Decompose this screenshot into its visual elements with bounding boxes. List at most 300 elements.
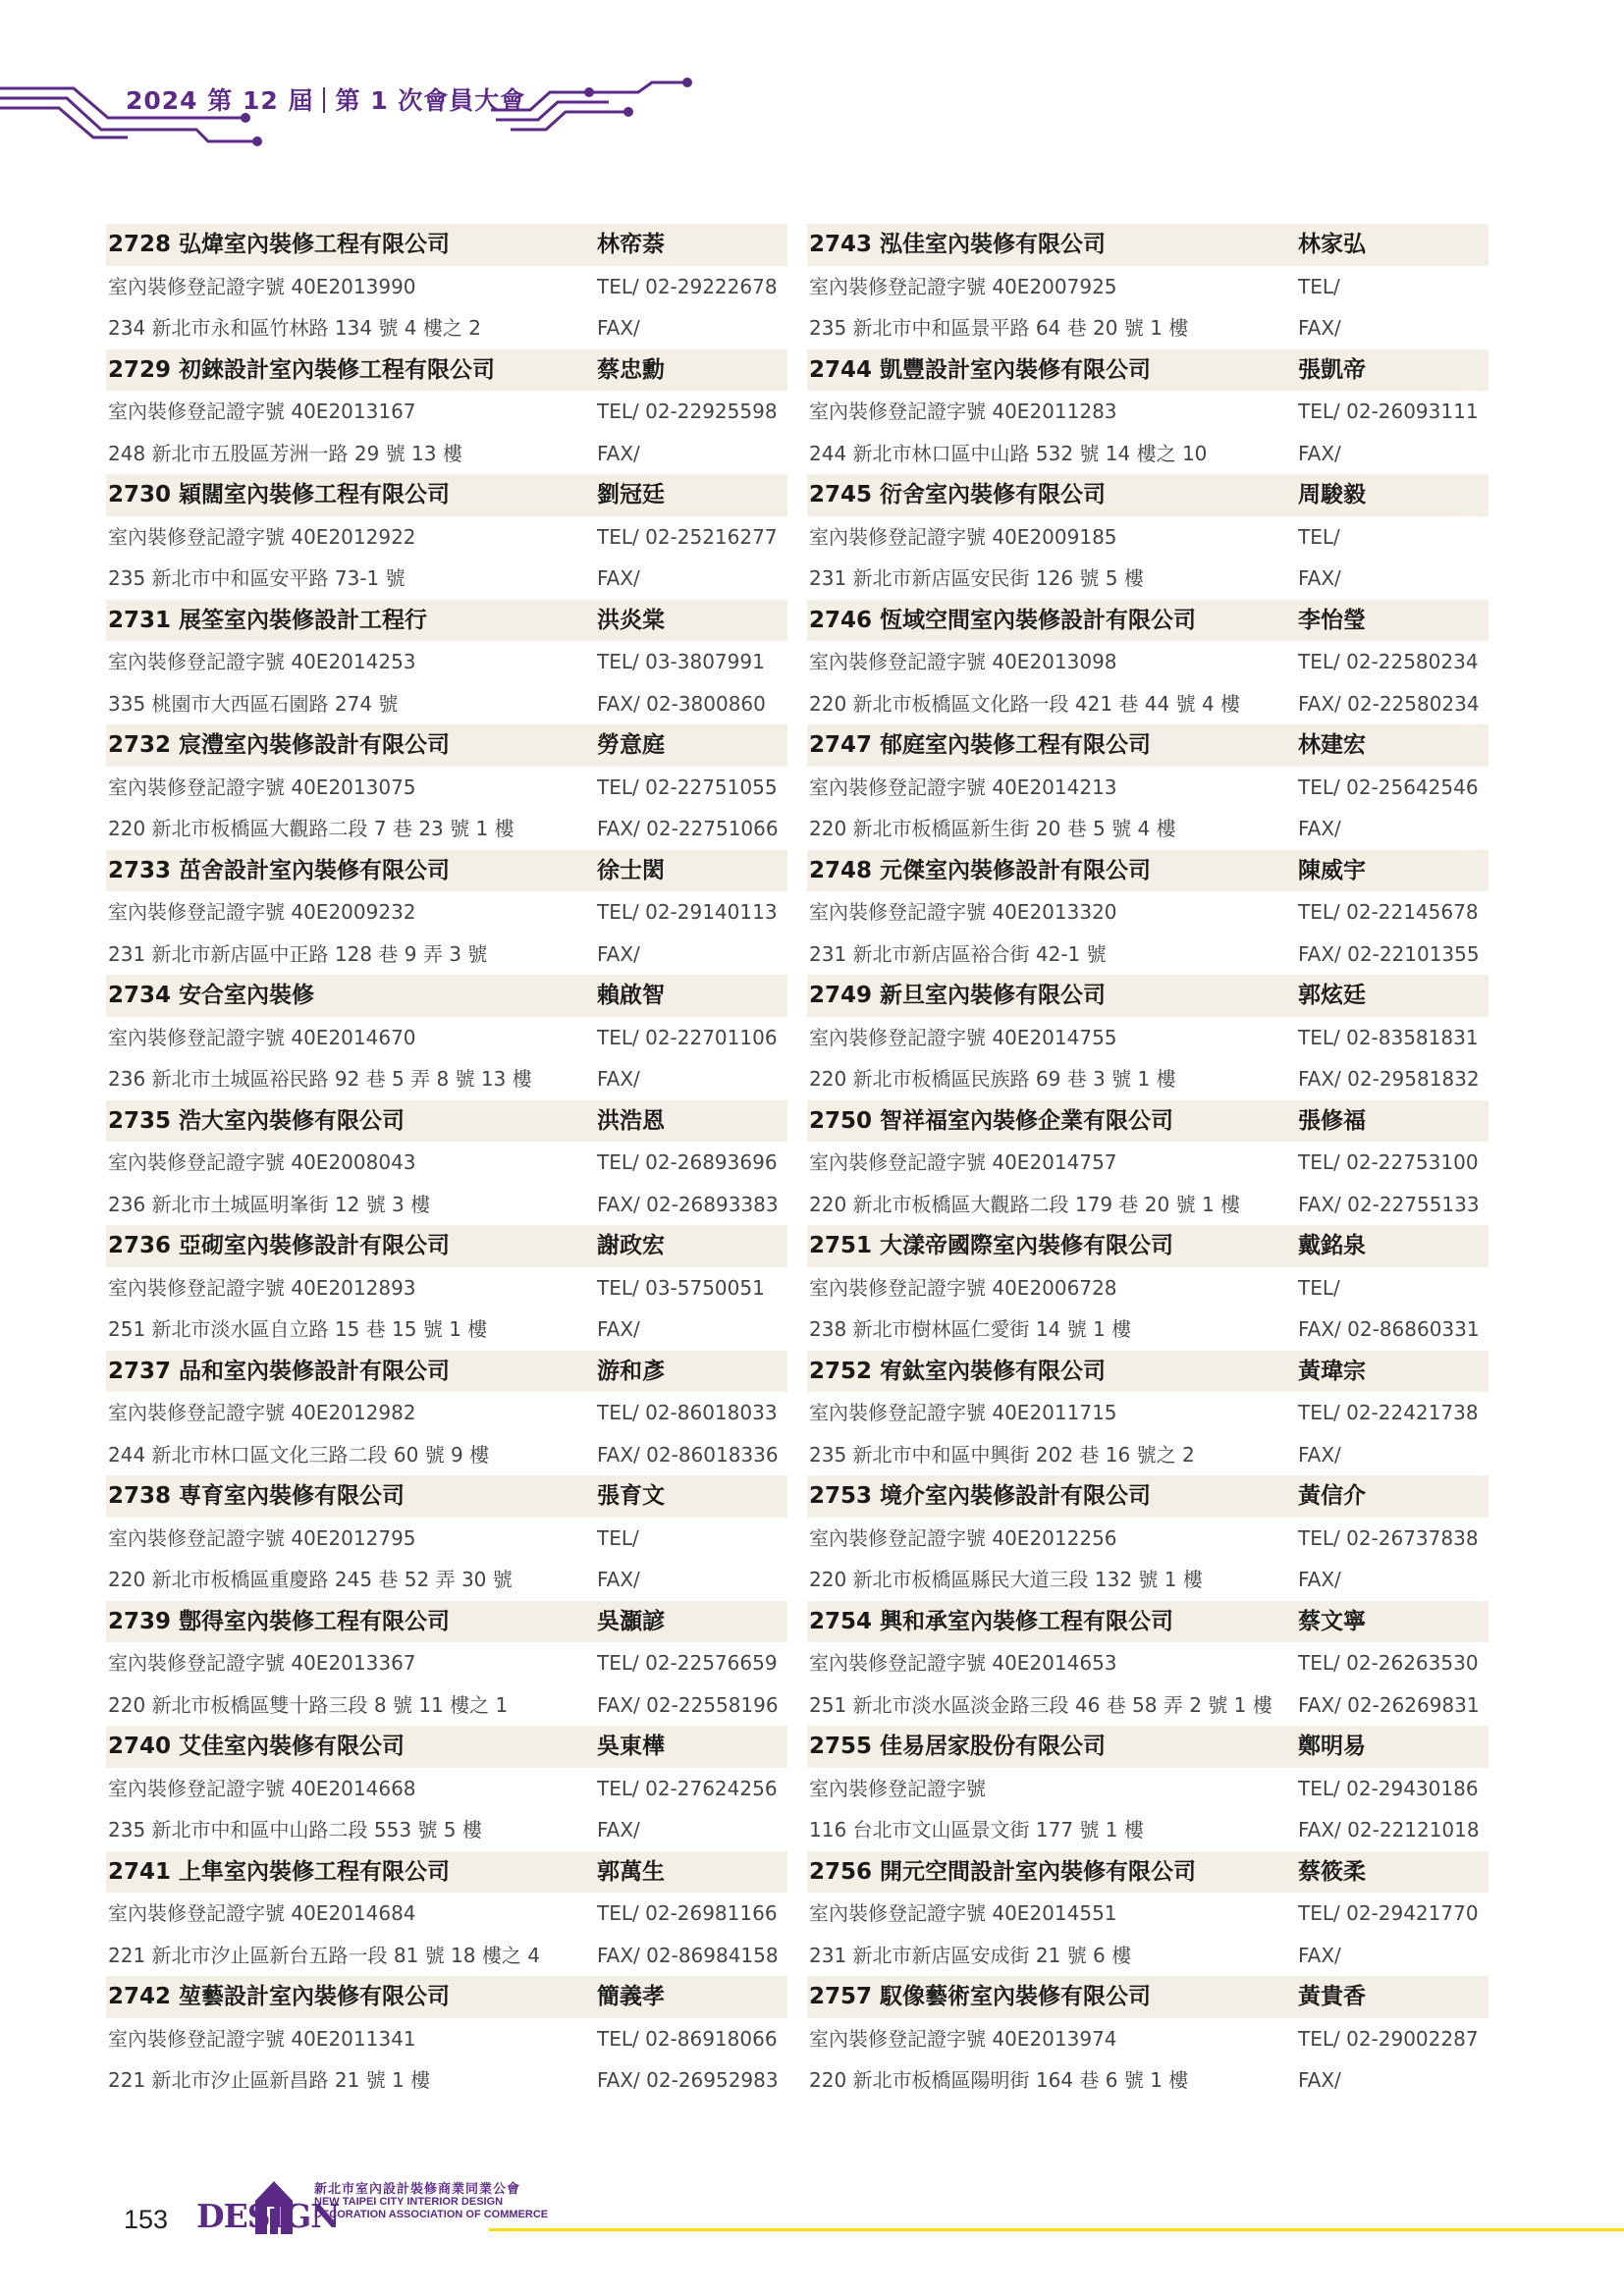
fax: FAX/ 02-22101355	[1298, 941, 1480, 966]
company-name: 2745 衍舍室內裝修有限公司	[809, 482, 1107, 507]
telephone: TEL/ 02-86018033	[597, 1401, 778, 1424]
fax: FAX/	[597, 566, 640, 590]
member-name-row	[807, 1225, 1489, 1267]
company-name: 2742 堃藝設計室內裝修有限公司	[108, 1984, 451, 2009]
member-registration-row	[106, 1267, 787, 1309]
address: 220 新北市板橋區縣民大道三段 132 號 1 樓	[809, 1568, 1203, 1591]
member-entry	[807, 224, 1489, 349]
company-name: 2756 開元空間設計室內裝修有限公司	[809, 1858, 1197, 1885]
representative-name: 張育文	[597, 1483, 665, 1509]
representative-name: 勞意庭	[597, 732, 665, 758]
member-registration-row	[807, 1518, 1489, 1560]
member-entry	[807, 724, 1489, 850]
representative-name: 周駿毅	[1298, 482, 1366, 507]
fax: FAX/ 02-26952983	[597, 2068, 779, 2092]
company-name: 2746 恆域空間室內裝修設計有限公司	[809, 607, 1197, 633]
fax: FAX/	[1298, 1442, 1341, 1467]
member-entry	[807, 1475, 1489, 1601]
member-address-row	[106, 433, 787, 475]
company-name: 2754 興和承室內裝修工程有限公司	[809, 1608, 1174, 1634]
telephone: TEL/ 02-29002287	[1298, 2026, 1479, 2051]
member-name-row	[807, 1851, 1489, 1894]
telephone: TEL/ 02-26893696	[597, 1150, 778, 1174]
logo-word: DESIGN	[196, 2197, 340, 2235]
address: 335 桃園市大西區石園路 274 號	[108, 691, 399, 716]
member-address-row	[807, 1684, 1489, 1727]
member-name-row	[106, 850, 787, 892]
telephone: TEL/ 02-22576659	[597, 1651, 778, 1675]
telephone: TEL/ 02-26093111	[1298, 400, 1479, 423]
representative-name: 林家弘	[1298, 232, 1366, 257]
member-name-row	[807, 975, 1489, 1017]
association-logo	[196, 2177, 549, 2236]
representative-name: 蔡筱柔	[1298, 1858, 1366, 1885]
member-name-row	[807, 1100, 1489, 1143]
member-address-row	[807, 934, 1489, 976]
member-address-row	[106, 1184, 787, 1226]
member-registration-row	[106, 767, 787, 809]
telephone: TEL/ 02-22145678	[1298, 900, 1479, 924]
telephone: TEL/ 02-22925598	[597, 400, 778, 423]
member-address-row	[106, 1308, 787, 1351]
company-name: 2751 大漾帝國際室內裝修有限公司	[809, 1233, 1174, 1258]
member-address-row	[106, 1809, 787, 1851]
company-name: 2729 初錸設計室內裝修工程有限公司	[108, 356, 496, 383]
company-name: 2732 宸澧室內裝修設計有限公司	[108, 732, 451, 758]
fax: FAX/ 02-22558196	[597, 1692, 779, 1717]
address: 236 新北市土城區明峯街 12 號 3 樓	[108, 1192, 431, 1216]
address: 220 新北市板橋區雙十路三段 8 號 11 樓之 1	[108, 1692, 509, 1717]
member-address-row	[106, 934, 787, 976]
address: 251 新北市淡水區淡金路三段 46 巷 58 弄 2 號 1 樓	[809, 1692, 1272, 1717]
member-registration-row	[106, 516, 787, 559]
company-name: 2755 佳易居家股份有限公司	[809, 1734, 1107, 1759]
member-name-row	[807, 224, 1489, 266]
telephone: TEL/ 02-27624256	[597, 1776, 778, 1800]
address: 248 新北市五股區芳洲一路 29 號 13 樓	[108, 441, 462, 465]
company-name: 2743 泓佳室內裝修有限公司	[809, 232, 1107, 257]
registration-number: 室內裝修登記證字號 40E2012893	[108, 1275, 416, 1300]
company-name: 2741 上隼室內裝修工程有限公司	[108, 1858, 451, 1885]
member-name-row	[807, 724, 1489, 767]
address: 220 新北市板橋區新生街 20 巷 5 號 4 樓	[809, 817, 1176, 840]
representative-name: 吳灝諺	[597, 1608, 665, 1634]
footer-rule	[489, 2228, 1624, 2231]
telephone: TEL/ 03-5750051	[597, 1275, 765, 1300]
company-name: 2730 穎闊室內裝修工程有限公司	[108, 482, 451, 507]
member-name-row	[807, 349, 1489, 392]
company-name: 2738 専育室內裝修有限公司	[108, 1483, 406, 1509]
telephone: TEL/ 02-22580234	[1298, 650, 1479, 673]
registration-number: 室內裝修登記證字號 40E2012922	[108, 524, 416, 549]
member-name-row	[106, 1726, 787, 1768]
representative-name: 李怡瑩	[1298, 607, 1366, 633]
member-entry	[106, 474, 787, 600]
company-name: 2733 茁舍設計室內裝修有限公司	[108, 857, 451, 883]
member-registration-row	[807, 1142, 1489, 1184]
member-entry	[106, 1351, 787, 1476]
registration-number: 室內裝修登記證字號 40E2013167	[108, 400, 416, 423]
member-name-row	[106, 224, 787, 266]
member-address-row	[807, 1809, 1489, 1851]
member-address-row	[807, 1935, 1489, 1977]
page-number: 153	[124, 2205, 169, 2234]
member-entry	[106, 600, 787, 725]
company-name: 2753 境介室內裝修設計有限公司	[809, 1483, 1152, 1509]
member-registration-row	[807, 1642, 1489, 1684]
company-name: 2748 元傑室內裝修設計有限公司	[809, 857, 1152, 883]
member-entry	[106, 724, 787, 850]
member-address-row	[106, 1434, 787, 1476]
registration-number: 室內裝修登記證字號 40E2008043	[108, 1150, 416, 1174]
member-address-row	[807, 433, 1489, 475]
member-name-row	[106, 1475, 787, 1518]
telephone: TEL/ 02-26263530	[1298, 1651, 1479, 1675]
member-name-row	[106, 724, 787, 767]
company-name: 2757 馭像藝術室內裝修有限公司	[809, 1984, 1152, 2009]
registration-number: 室內裝修登記證字號 40E2014755	[809, 1025, 1117, 1049]
address: 244 新北市林口區中山路 532 號 14 樓之 10	[809, 441, 1208, 465]
member-column-right	[807, 224, 1489, 2102]
company-name: 2728 弘煒室內裝修工程有限公司	[108, 232, 451, 257]
representative-name: 賴啟智	[597, 983, 665, 1008]
member-registration-row	[807, 516, 1489, 559]
address: 116 台北市文山區景文街 177 號 1 樓	[809, 1818, 1144, 1842]
representative-name: 洪炎棠	[597, 607, 665, 633]
address: 238 新北市樹林區仁愛街 14 號 1 樓	[809, 1317, 1132, 1341]
member-registration-row	[106, 1392, 787, 1434]
member-address-row	[807, 1058, 1489, 1100]
address: 220 新北市板橋區文化路一段 421 巷 44 號 4 樓	[809, 691, 1241, 716]
address: 220 新北市板橋區重慶路 245 巷 52 弄 30 號	[108, 1568, 513, 1591]
member-entry	[106, 1726, 787, 1851]
telephone: TEL/ 02-22753100	[1298, 1150, 1479, 1174]
fax: FAX/	[1298, 817, 1341, 840]
member-registration-row	[106, 1642, 787, 1684]
representative-name: 游和彥	[597, 1358, 665, 1384]
member-registration-row	[807, 1267, 1489, 1309]
member-registration-row	[106, 391, 787, 433]
member-listing	[106, 224, 1489, 2092]
member-entry	[807, 1976, 1489, 2102]
representative-name: 林帟萘	[597, 232, 665, 257]
company-name: 2737 品和室內裝修設計有限公司	[108, 1358, 451, 1384]
member-name-row	[807, 1351, 1489, 1393]
registration-number: 室內裝修登記證字號 40E2012795	[108, 1525, 416, 1550]
registration-number: 室內裝修登記證字號 40E2014253	[108, 650, 416, 673]
member-address-row	[106, 683, 787, 725]
address: 235 新北市中和區安平路 73-1 號	[108, 566, 406, 590]
company-name: 2744 凱豐設計室內裝修有限公司	[809, 356, 1152, 383]
member-registration-row	[106, 641, 787, 683]
representative-name: 鄭明易	[1298, 1734, 1366, 1759]
member-entry	[106, 1976, 787, 2102]
telephone: TEL/ 02-29222678	[597, 274, 778, 298]
member-registration-row	[106, 1142, 787, 1184]
address: 220 新北市板橋區大觀路二段 179 巷 20 號 1 樓	[809, 1192, 1241, 1216]
fax: FAX/ 02-22580234	[1298, 691, 1480, 716]
member-entry	[807, 975, 1489, 1100]
telephone: TEL/ 02-29421770	[1298, 1901, 1479, 1925]
member-name-row	[106, 1976, 787, 2018]
telephone: TEL/ 02-22751055	[597, 774, 778, 799]
company-name: 2734 安合室內裝修	[108, 983, 315, 1008]
registration-number: 室內裝修登記證字號 40E2014551	[809, 1901, 1117, 1925]
member-name-row	[807, 1601, 1489, 1643]
address: 221 新北市汐止區新台五路一段 81 號 18 樓之 4	[108, 1943, 540, 1967]
fax: FAX/ 02-86860331	[1298, 1317, 1480, 1341]
member-registration-row	[106, 2018, 787, 2060]
header-title	[126, 81, 525, 117]
member-name-row	[106, 474, 787, 516]
member-registration-row	[807, 1392, 1489, 1434]
registration-number: 室內裝修登記證字號 40E2012256	[809, 1525, 1117, 1550]
fax: FAX/ 02-3800860	[597, 691, 766, 716]
representative-name: 黃信介	[1298, 1483, 1366, 1509]
representative-name: 郭萬生	[597, 1858, 665, 1885]
representative-name: 黃瑋宗	[1298, 1358, 1366, 1384]
member-name-row	[106, 1851, 787, 1894]
member-name-row	[106, 1601, 787, 1643]
member-address-row	[106, 558, 787, 600]
member-address-row	[807, 1434, 1489, 1476]
fax: FAX/	[597, 941, 640, 966]
member-address-row	[106, 1684, 787, 1727]
telephone: TEL/ 03-3807991	[597, 650, 765, 673]
member-address-row	[807, 2059, 1489, 2102]
company-name: 2750 智祥福室內裝修企業有限公司	[809, 1107, 1174, 1134]
representative-name: 張修福	[1298, 1107, 1366, 1134]
registration-number: 室內裝修登記證字號 40E2014653	[809, 1651, 1117, 1675]
telephone: TEL/ 02-26981166	[597, 1901, 778, 1925]
representative-name: 黃貴香	[1298, 1984, 1366, 2009]
page-header	[0, 0, 1624, 157]
member-name-row	[106, 975, 787, 1017]
company-name: 2747 郁庭室內裝修工程有限公司	[809, 732, 1152, 758]
company-name: 2740 艾佳室內裝修有限公司	[108, 1734, 406, 1759]
telephone: TEL/ 02-25216277	[597, 524, 778, 549]
telephone: TEL/ 02-29430186	[1298, 1776, 1479, 1800]
member-name-row	[106, 1100, 787, 1143]
registration-number: 室內裝修登記證字號 40E2014670	[108, 1025, 416, 1049]
address: 221 新北市汐止區新昌路 21 號 1 樓	[108, 2068, 431, 2092]
fax: FAX/	[1298, 316, 1341, 340]
company-name: 2736 亞砌室內裝修設計有限公司	[108, 1233, 451, 1258]
member-name-row	[106, 1225, 787, 1267]
member-address-row	[807, 1308, 1489, 1351]
address: 236 新北市土城區裕民路 92 巷 5 弄 8 號 13 樓	[108, 1067, 532, 1091]
telephone: TEL/ 02-83581831	[1298, 1025, 1479, 1049]
address: 220 新北市板橋區陽明街 164 巷 6 號 1 樓	[809, 2068, 1189, 2092]
logo-chinese-name: 新北市室內設計裝修商業同業公會	[314, 2182, 521, 2197]
fax: FAX/ 02-86984158	[597, 1943, 779, 1967]
registration-number: 室內裝修登記證字號 40E2011283	[809, 400, 1117, 423]
member-name-row	[807, 850, 1489, 892]
address: 235 新北市中和區中興街 202 巷 16 號之 2	[809, 1442, 1195, 1467]
member-address-row	[106, 1935, 787, 1977]
representative-name: 蔡忠勳	[597, 356, 665, 383]
telephone: TEL/ 02-29140113	[597, 900, 778, 924]
registration-number: 室內裝修登記證字號 40E2014668	[108, 1776, 416, 1800]
member-registration-row	[106, 891, 787, 934]
member-registration-row	[807, 1017, 1489, 1059]
representative-name: 蔡文寧	[1298, 1608, 1366, 1634]
registration-number: 室內裝修登記證字號 40E2014684	[108, 1901, 416, 1925]
address: 234 新北市永和區竹林路 134 號 4 樓之 2	[108, 316, 481, 340]
member-name-row	[106, 1351, 787, 1393]
registration-number: 室內裝修登記證字號 40E2013075	[108, 774, 416, 799]
member-address-row	[106, 1058, 787, 1100]
telephone: TEL/ 02-25642546	[1298, 774, 1479, 799]
member-entry	[807, 1351, 1489, 1476]
address: 231 新北市新店區中正路 128 巷 9 弄 3 號	[108, 941, 488, 966]
member-entry	[807, 1601, 1489, 1727]
representative-name: 戴銘泉	[1298, 1233, 1366, 1258]
member-entry	[106, 1475, 787, 1601]
registration-number: 室內裝修登記證字號 40E2013098	[809, 650, 1117, 673]
representative-name: 洪浩恩	[597, 1107, 665, 1134]
member-registration-row	[807, 641, 1489, 683]
member-address-row	[106, 1559, 787, 1601]
member-entry	[106, 1851, 787, 1977]
registration-number: 室內裝修登記證字號 40E2006728	[809, 1275, 1117, 1300]
member-address-row	[807, 307, 1489, 349]
telephone: TEL/ 02-26737838	[1298, 1525, 1479, 1550]
header-meeting: 第 1 次會員大會	[335, 86, 526, 115]
fax: FAX/	[1298, 2068, 1341, 2092]
member-entry	[807, 600, 1489, 725]
fax: FAX/	[597, 441, 640, 465]
fax: FAX/	[597, 1568, 640, 1591]
member-registration-row	[807, 767, 1489, 809]
member-registration-row	[106, 1768, 787, 1810]
logo-english-line-1: NEW TAIPEI CITY INTERIOR DESIGN	[314, 2196, 504, 2208]
member-entry	[807, 850, 1489, 976]
company-name: 2739 鄷得室內裝修工程有限公司	[108, 1608, 451, 1634]
fax: FAX/ 02-86018336	[597, 1442, 779, 1467]
telephone: TEL/	[1298, 1275, 1340, 1300]
address: 251 新北市淡水區自立路 15 巷 15 號 1 樓	[108, 1317, 488, 1341]
representative-name: 劉冠廷	[597, 482, 665, 507]
header-divider	[323, 87, 325, 113]
member-name-row	[106, 349, 787, 392]
member-entry	[807, 1726, 1489, 1851]
fax: FAX/ 02-26269831	[1298, 1692, 1480, 1717]
registration-number: 室內裝修登記證字號 40E2007925	[809, 274, 1117, 298]
representative-name: 簡義孝	[597, 1984, 665, 2009]
address: 220 新北市板橋區民族路 69 巷 3 號 1 樓	[809, 1067, 1176, 1091]
company-name: 2749 新旦室內裝修有限公司	[809, 983, 1107, 1008]
fax: FAX/	[1298, 1568, 1341, 1591]
member-registration-row	[106, 1893, 787, 1935]
telephone: TEL/	[1298, 524, 1340, 549]
member-name-row	[807, 1475, 1489, 1518]
registration-number: 室內裝修登記證字號 40E2014213	[809, 774, 1117, 799]
logo-english-line-2: DECORATION ASSOCIATION OF COMMERCE	[314, 2209, 549, 2220]
registration-number: 室內裝修登記證字號 40E2011341	[108, 2026, 416, 2051]
representative-name: 陳威宇	[1298, 857, 1366, 883]
member-address-row	[106, 2059, 787, 2102]
registration-number: 室內裝修登記證字號	[809, 1776, 986, 1800]
registration-number: 室內裝修登記證字號 40E2011715	[809, 1401, 1117, 1424]
fax: FAX/ 02-26893383	[597, 1192, 779, 1216]
member-entry	[106, 1601, 787, 1727]
address: 220 新北市板橋區大觀路二段 7 巷 23 號 1 樓	[108, 817, 514, 840]
telephone: TEL/ 02-86918066	[597, 2026, 778, 2051]
member-address-row	[106, 307, 787, 349]
member-registration-row	[807, 2018, 1489, 2060]
member-address-row	[807, 683, 1489, 725]
member-entry	[807, 349, 1489, 475]
logo-text	[314, 2183, 548, 2221]
company-name: 2731 展筌室內裝修設計工程行	[108, 607, 428, 633]
member-name-row	[106, 600, 787, 642]
telephone: TEL/	[1298, 274, 1340, 298]
registration-number: 室內裝修登記證字號 40E2013990	[108, 274, 416, 298]
member-entry	[106, 349, 787, 475]
member-registration-row	[106, 1518, 787, 1560]
fax: FAX/	[597, 1067, 640, 1091]
telephone: TEL/ 02-22421738	[1298, 1401, 1479, 1424]
address: 235 新北市中和區景平路 64 巷 20 號 1 樓	[809, 316, 1189, 340]
member-address-row	[807, 808, 1489, 850]
fax: FAX/	[597, 316, 640, 340]
fax: FAX/ 02-29581832	[1298, 1067, 1480, 1091]
fax: FAX/ 02-22751066	[597, 817, 779, 840]
address: 231 新北市新店區裕合街 42-1 號	[809, 941, 1107, 966]
address: 231 新北市新店區安民街 126 號 5 樓	[809, 566, 1144, 590]
member-entry	[106, 224, 787, 349]
member-address-row	[106, 808, 787, 850]
member-name-row	[807, 600, 1489, 642]
fax: FAX/	[1298, 566, 1341, 590]
fax: FAX/	[597, 1317, 640, 1341]
member-entry	[106, 975, 787, 1100]
representative-name: 林建宏	[1298, 732, 1366, 758]
representative-name: 吳東樺	[597, 1734, 665, 1759]
member-entry	[807, 474, 1489, 600]
fax: FAX/ 02-22121018	[1298, 1818, 1480, 1842]
registration-number: 室內裝修登記證字號 40E2012982	[108, 1401, 416, 1424]
header-year-session: 2024 第 12 屆	[126, 86, 314, 115]
member-name-row	[807, 474, 1489, 516]
company-name: 2735 浩大室內裝修有限公司	[108, 1107, 406, 1134]
member-address-row	[807, 1559, 1489, 1601]
member-registration-row	[106, 266, 787, 308]
member-column-left	[106, 224, 787, 2102]
member-address-row	[807, 558, 1489, 600]
circuit-decoration	[0, 0, 746, 157]
representative-name: 徐士閎	[597, 857, 665, 883]
fax: FAX/	[1298, 1943, 1341, 1967]
registration-number: 室內裝修登記證字號 40E2009232	[108, 900, 416, 924]
registration-number: 室內裝修登記證字號 40E2009185	[809, 524, 1117, 549]
registration-number: 室內裝修登記證字號 40E2013320	[809, 900, 1117, 924]
member-entry	[106, 850, 787, 976]
member-entry	[807, 1225, 1489, 1351]
member-entry	[807, 1851, 1489, 1977]
address: 235 新北市中和區中山路二段 553 號 5 樓	[108, 1818, 482, 1842]
registration-number: 室內裝修登記證字號 40E2013974	[809, 2026, 1117, 2051]
member-registration-row	[807, 1768, 1489, 1810]
member-registration-row	[106, 1017, 787, 1059]
company-name: 2752 宥鈦室內裝修有限公司	[809, 1358, 1107, 1384]
member-entry	[807, 1100, 1489, 1226]
member-registration-row	[807, 891, 1489, 934]
representative-name: 張凱帝	[1298, 356, 1366, 383]
representative-name: 謝政宏	[597, 1233, 665, 1258]
member-address-row	[807, 1184, 1489, 1226]
